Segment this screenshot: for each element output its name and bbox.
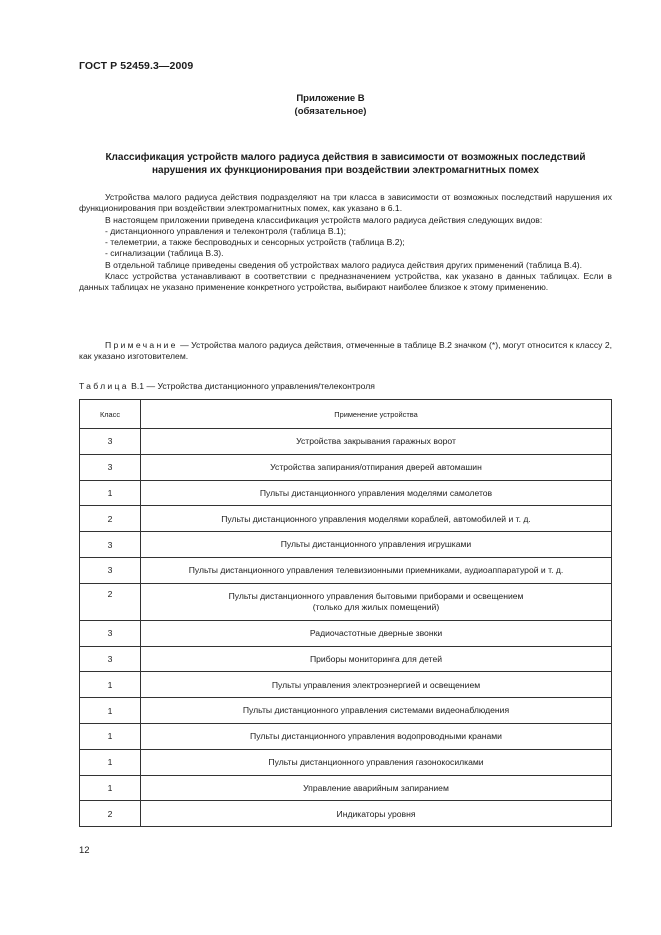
application-cell [141, 583, 612, 620]
application-line-1: Пульты дистанционного управления бытовыми приборами и освещением [228, 591, 524, 602]
table-caption-prefix: Таблица [79, 381, 129, 391]
table-caption-text: В.1 — Устройства дистанционного управления/телеконтроля [128, 381, 375, 391]
application-cell: Приборы мониторинга для детей [141, 646, 612, 672]
table-caption [79, 381, 375, 391]
application-cell: Пульты дистанционного управления игрушками [141, 532, 612, 558]
table-row [80, 454, 612, 480]
header-class: Класс [80, 400, 141, 429]
table-row [80, 672, 612, 698]
table-row [80, 506, 612, 532]
application-cell: Пульты дистанционного управления водопроводными кранами [141, 723, 612, 749]
list-item: - дистанционного управления и телеконтроля (таблица В.1); [105, 225, 346, 236]
header-application: Применение устройства [141, 400, 612, 429]
table-row [80, 646, 612, 672]
application-cell: Радиочастотные дверные звонки [141, 620, 612, 646]
application-cell: Устройства закрывания гаражных ворот [141, 429, 612, 455]
class-cell: 1 [80, 723, 141, 749]
application-cell: Пульты дистанционного управления моделями кораблей, автомобилей и т. д. [141, 506, 612, 532]
standard-header: ГОСТ Р 52459.3—2009 [79, 60, 194, 72]
class-cell: 1 [80, 672, 141, 698]
appendix-heading [0, 92, 661, 118]
class-cell: 3 [80, 620, 141, 646]
class-cell: 2 [80, 583, 141, 620]
body-text [79, 192, 612, 294]
application-cell: Пульты дистанционного управления телевизионными приемниками, аудиоаппаратурой и т. д. [141, 557, 612, 583]
note-label: Примечание [105, 340, 178, 350]
application-cell: Пульты управления электроэнергией и освещением [141, 672, 612, 698]
application-cell: Устройства запирания/отпирания дверей автомашин [141, 454, 612, 480]
table-row [80, 775, 612, 801]
list-item: - телеметрии, а также беспроводных и сенсорных устройств (таблица В.2); [105, 237, 405, 248]
class-cell: 3 [80, 532, 141, 558]
application-cell: Управление аварийным запиранием [141, 775, 612, 801]
class-cell: 3 [80, 429, 141, 455]
class-cell: 3 [80, 646, 141, 672]
table-row [80, 749, 612, 775]
application-cell: Пульты дистанционного управления системами видеонаблюдения [141, 698, 612, 724]
application-line-2: (только для жилых помещений) [312, 601, 440, 612]
table-row [80, 429, 612, 455]
table-row [80, 532, 612, 558]
paragraph: Устройства малого радиуса действия подразделяют на три класса в зависимости от возможных последствий нарушения их функционирования при воздействии электромагнитных помех, как указано в 6.1. [79, 192, 612, 214]
section-title [79, 152, 612, 177]
table-row [80, 620, 612, 646]
class-cell: 1 [80, 749, 141, 775]
table-row [80, 583, 612, 620]
table-header-row [80, 400, 612, 429]
section-title-line-2: нарушения их функционирования при воздействии электромагнитных помех [152, 164, 539, 176]
class-cell: 1 [80, 775, 141, 801]
application-cell: Пульты дистанционного управления газонокосилками [141, 749, 612, 775]
class-cell: 3 [80, 454, 141, 480]
page-number: 12 [79, 845, 90, 856]
application-cell: Пульты дистанционного управления моделями самолетов [141, 480, 612, 506]
paragraph: В настоящем приложении приведена классификация устройств малого радиуса действия следующих видов: [105, 214, 543, 225]
note [79, 340, 612, 363]
class-cell: 1 [80, 480, 141, 506]
table-row [80, 723, 612, 749]
class-cell: 3 [80, 557, 141, 583]
class-cell: 2 [80, 801, 141, 827]
appendix-title: Приложение В [296, 93, 365, 104]
appendix-status: (обязательное) [294, 106, 367, 117]
paragraph: Класс устройства устанавливают в соответствии с предназначением устройства, как указано в данных таблицах. Если в данных таблицах не указано применение конкретного устройства, выбирают наиболее близкое к этому применению. [79, 271, 612, 293]
list-item: - сигнализации (таблица В.3). [105, 248, 224, 259]
classification-table [79, 399, 612, 827]
table-row [80, 480, 612, 506]
section-title-line-1: Классификация устройств малого радиуса действия в зависимости от возможных последствий [105, 152, 586, 163]
class-cell: 2 [80, 506, 141, 532]
table-row [80, 801, 612, 827]
table-row [80, 557, 612, 583]
note-text: — Устройства малого радиуса действия, отмеченные в таблице В.2 значком (*), могут относится к классу 2, как указано изготовителем. [79, 340, 612, 362]
table-row [80, 698, 612, 724]
application-cell: Индикаторы уровня [141, 801, 612, 827]
paragraph: В отдельной таблице приведены сведения об устройствах малого радиуса действия других применений (таблица В.4). [105, 259, 583, 270]
class-cell: 1 [80, 698, 141, 724]
